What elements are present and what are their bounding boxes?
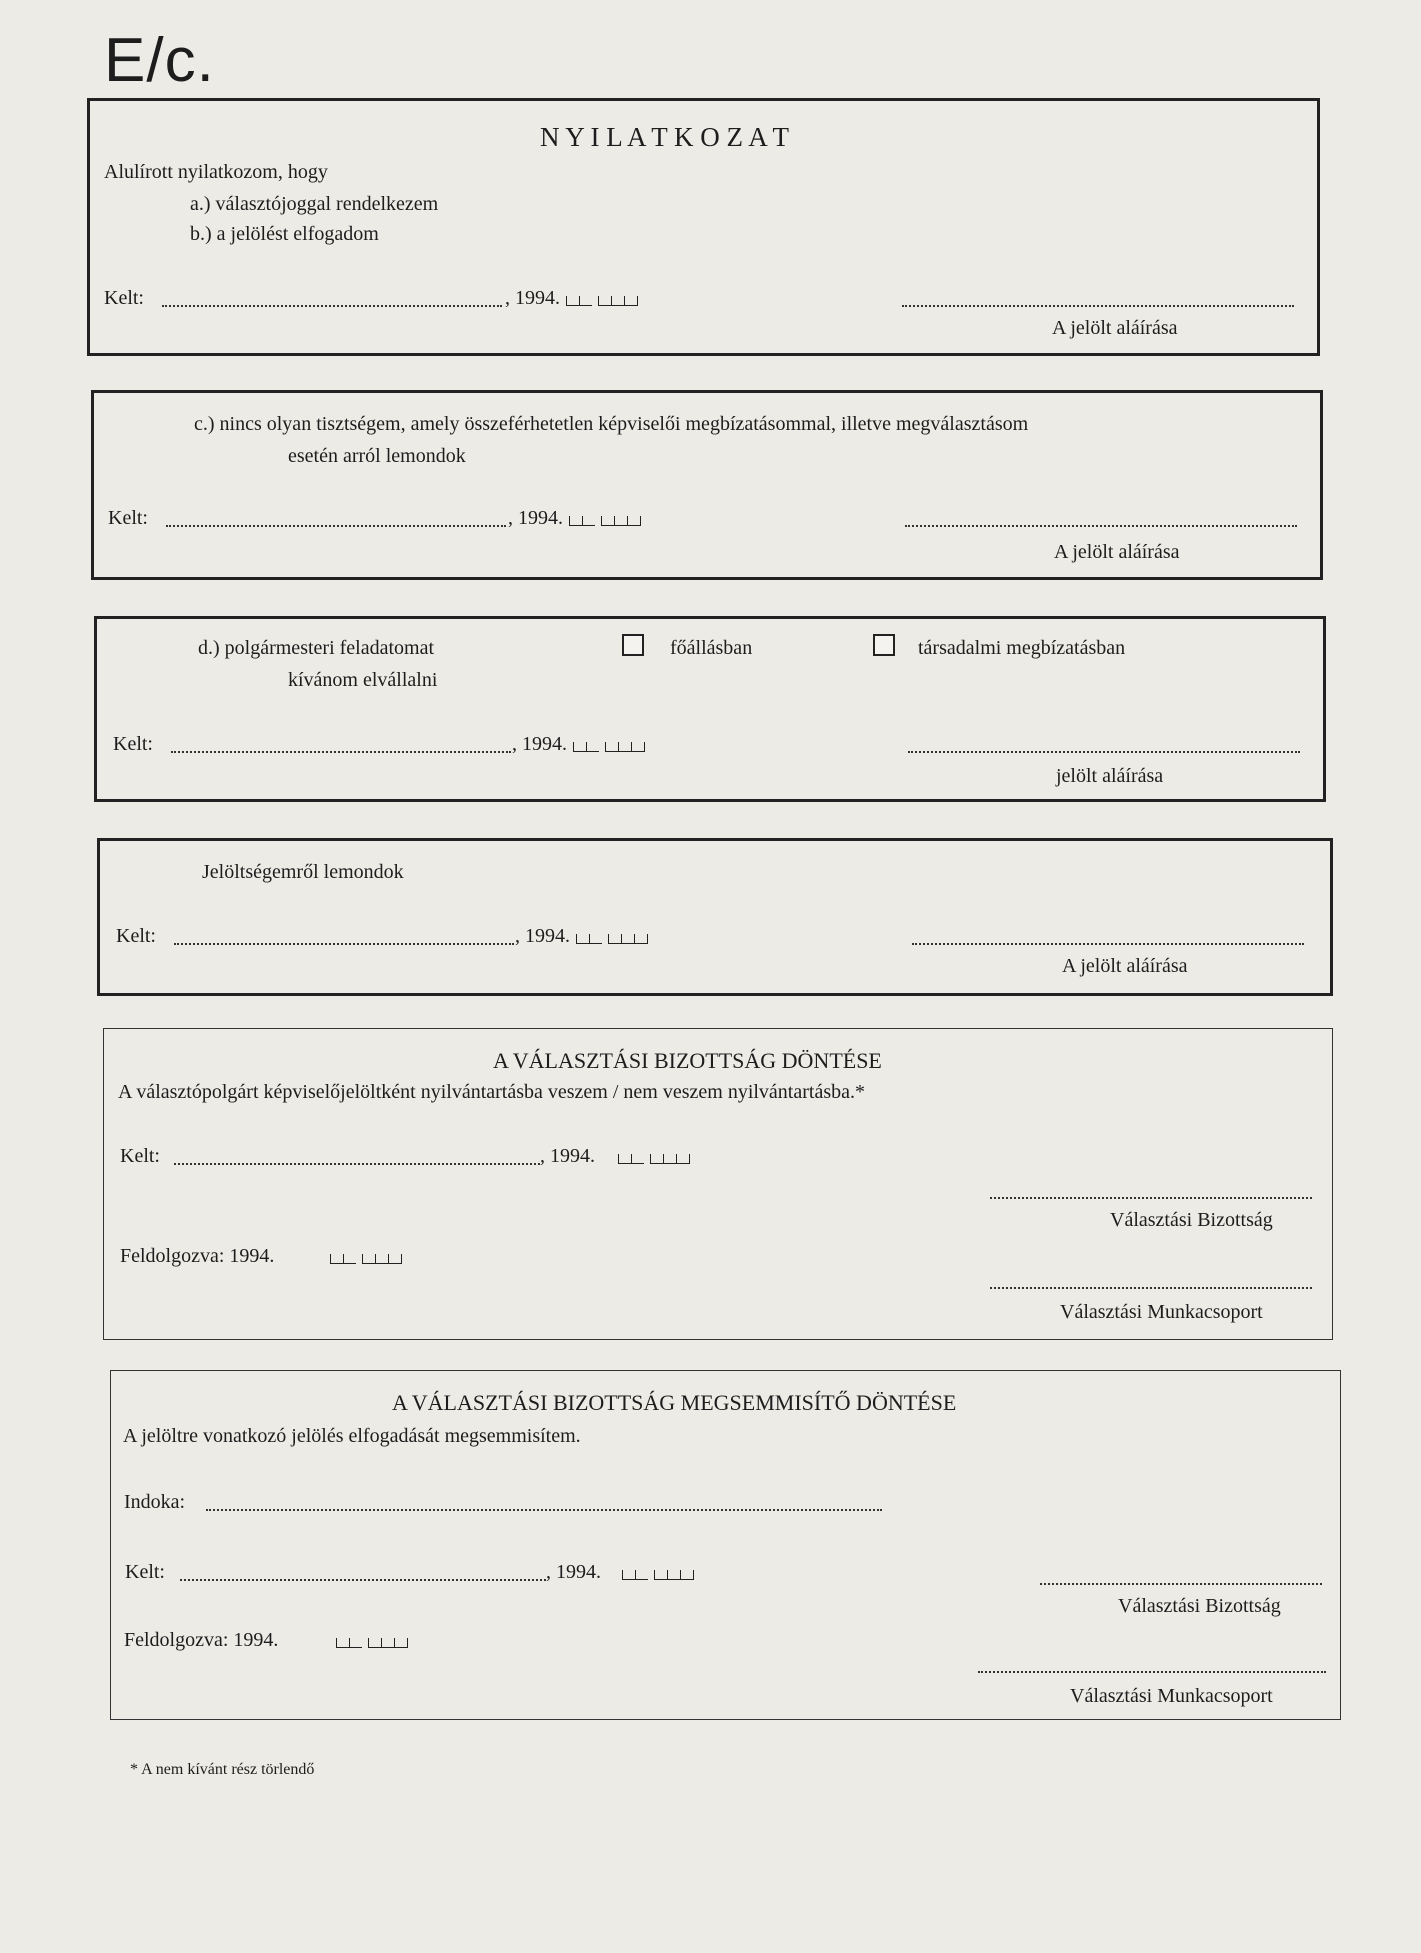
item-b: b.) a jelölést elfogadom bbox=[190, 223, 379, 245]
signature-label: A jelölt aláírása bbox=[1052, 317, 1178, 339]
decision-text: A választópolgárt képviselőjelöltként nyilvántartásba veszem / nem veszem nyilvántartásba.* bbox=[118, 1081, 865, 1103]
kelt-label: Kelt: bbox=[125, 1561, 165, 1583]
item-c-line1: c.) nincs olyan tisztségem, amely összeférhetetlen képviselői megbízatásommal, illetve megválasztásom bbox=[194, 413, 1029, 435]
declaration-title: N Y I L A T K O Z A T bbox=[540, 122, 790, 152]
decision-title: A VÁLASZTÁSI BIZOTTSÁG DÖNTÉSE bbox=[493, 1048, 882, 1073]
year-label: , 1994. bbox=[508, 507, 563, 529]
place-field[interactable] bbox=[180, 1579, 546, 1581]
item-d-line2: kívánom elvállalni bbox=[288, 669, 438, 691]
workgroup-label: Választási Munkacsoport bbox=[1070, 1685, 1273, 1707]
option-honorary: társadalmi megbízatásban bbox=[918, 637, 1126, 659]
item-c-line2: esetén arról lemondok bbox=[288, 445, 466, 467]
kelt-label: Kelt: bbox=[104, 287, 144, 309]
committee-label: Választási Bizottság bbox=[1110, 1209, 1273, 1231]
kelt-label: Kelt: bbox=[116, 925, 156, 947]
processed-date-field[interactable] bbox=[330, 1254, 402, 1266]
year-label: , 1994. bbox=[546, 1561, 601, 1583]
year-label: , 1994. bbox=[515, 925, 570, 947]
year-label: , 1994. bbox=[540, 1145, 595, 1167]
year-label: , 1994. bbox=[512, 733, 567, 755]
workgroup-signature-line[interactable] bbox=[978, 1671, 1326, 1673]
signature-label: A jelölt aláírása bbox=[1054, 541, 1180, 563]
date-field[interactable] bbox=[618, 1154, 690, 1166]
date-field[interactable] bbox=[566, 296, 638, 308]
full-time-checkbox[interactable] bbox=[622, 634, 644, 656]
signature-label: A jelölt aláírása bbox=[1062, 955, 1188, 977]
date-field[interactable] bbox=[576, 934, 648, 946]
signature-line[interactable] bbox=[905, 525, 1297, 527]
committee-label: Választási Bizottság bbox=[1118, 1595, 1281, 1617]
place-field[interactable] bbox=[174, 943, 514, 945]
place-field[interactable] bbox=[171, 751, 511, 753]
kelt-label: Kelt: bbox=[113, 733, 153, 755]
date-field[interactable] bbox=[622, 1570, 694, 1582]
committee-signature-line[interactable] bbox=[1040, 1583, 1322, 1585]
reason-field[interactable] bbox=[206, 1509, 882, 1511]
signature-line[interactable] bbox=[902, 305, 1294, 307]
withdrawal-text: Jelöltségemről lemondok bbox=[202, 861, 404, 883]
item-a: a.) választójoggal rendelkezem bbox=[190, 193, 439, 215]
footnote: * A nem kívánt rész törlendő bbox=[130, 1761, 315, 1778]
kelt-label: Kelt: bbox=[108, 507, 148, 529]
annulment-title: A VÁLASZTÁSI BIZOTTSÁG MEGSEMMISÍTŐ DÖNTÉSE bbox=[392, 1390, 957, 1415]
date-field[interactable] bbox=[573, 742, 645, 754]
kelt-label: Kelt: bbox=[120, 1145, 160, 1167]
year-label: , 1994. bbox=[505, 287, 560, 309]
option-full-time: főállásban bbox=[670, 637, 753, 659]
committee-decision-box bbox=[103, 1028, 1333, 1340]
processed-date-field[interactable] bbox=[336, 1638, 408, 1650]
form-code: E/c. bbox=[104, 26, 215, 95]
place-field[interactable] bbox=[166, 525, 506, 527]
place-field[interactable] bbox=[174, 1163, 540, 1165]
date-field[interactable] bbox=[569, 516, 641, 528]
processed-label: Feldolgozva: 1994. bbox=[120, 1245, 275, 1267]
committee-signature-line[interactable] bbox=[990, 1197, 1312, 1199]
processed-label: Feldolgozva: 1994. bbox=[124, 1629, 279, 1651]
place-field[interactable] bbox=[162, 305, 502, 307]
honorary-checkbox[interactable] bbox=[873, 634, 895, 656]
signature-line[interactable] bbox=[908, 751, 1300, 753]
annulment-box bbox=[110, 1370, 1341, 1720]
item-d-line1: d.) polgármesteri feladatomat bbox=[198, 637, 435, 659]
workgroup-signature-line[interactable] bbox=[990, 1287, 1312, 1289]
workgroup-label: Választási Munkacsoport bbox=[1060, 1301, 1263, 1323]
signature-line[interactable] bbox=[912, 943, 1304, 945]
signature-label: jelölt aláírása bbox=[1056, 765, 1164, 787]
annulment-text: A jelöltre vonatkozó jelölés elfogadását megsemmisítem. bbox=[123, 1425, 581, 1447]
reason-label: Indoka: bbox=[124, 1491, 186, 1513]
declaration-intro: Alulírott nyilatkozom, hogy bbox=[104, 161, 328, 183]
